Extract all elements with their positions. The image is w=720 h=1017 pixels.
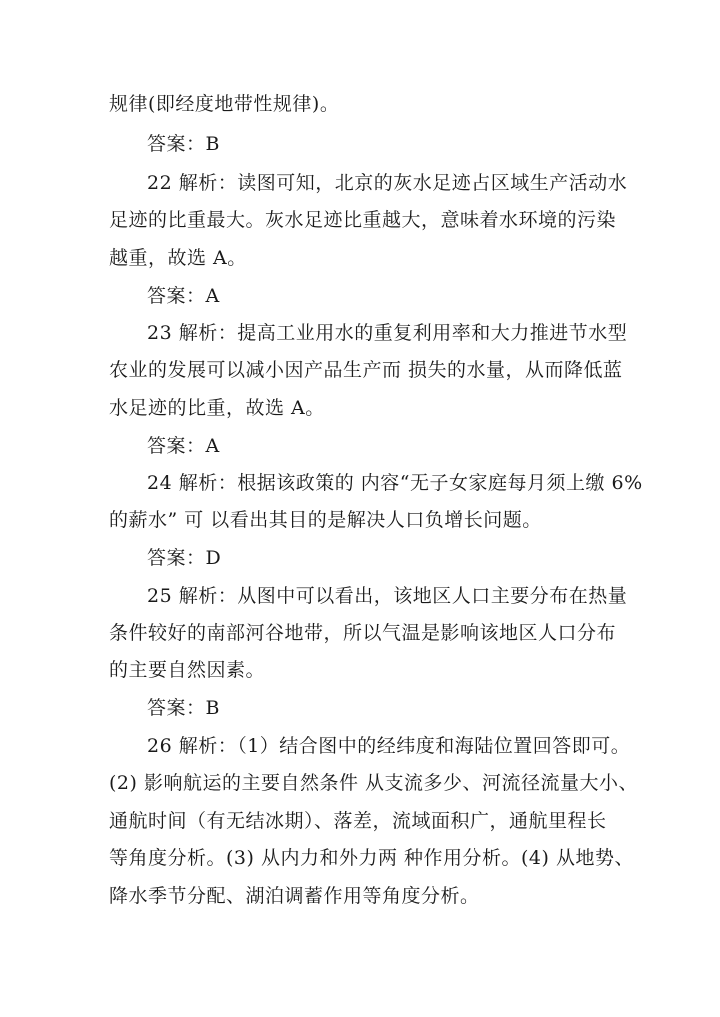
answer-line: 答案：A xyxy=(147,435,220,457)
text-line: 通航时间（有无结冰期）、落差，流域面积广，通航里程长 xyxy=(109,810,607,832)
analysis-line: 24 解析：根据该政策的 内容“无子女家庭每月须上缴 6% xyxy=(147,472,643,494)
text-line: 农业的发展可以减小因产品生产而 损失的水量，从而降低蓝 xyxy=(109,359,623,381)
analysis-line: 26 解析：（1）结合图中的经纬度和海陆位置回答即可。 xyxy=(147,735,631,757)
answer-line: 答案：A xyxy=(147,285,220,307)
analysis-line: 22 解析：读图可知，北京的灰水足迹占区域生产活动水 xyxy=(147,172,628,194)
answer-line: 答案：B xyxy=(147,697,220,719)
answer-line: 答案：B xyxy=(147,133,220,155)
text-line: 越重，故选 A。 xyxy=(109,247,247,269)
text-line: (2) 影响航运的主要自然条件 从支流多少、河流径流量大小、 xyxy=(109,772,638,794)
analysis-line: 25 解析：从图中可以看出，该地区人口主要分布在热量 xyxy=(147,585,628,607)
text-line: 等角度分析。(3) 从内力和外力两 种作用分析。(4) 从地势、 xyxy=(109,847,634,869)
analysis-line: 23 解析：提高工业用水的重复利用率和大力推进节水型 xyxy=(147,322,628,344)
text-line: 降水季节分配、湖泊调蓄作用等角度分析。 xyxy=(109,885,480,907)
text-line: 规律(即经度地带性规律)。 xyxy=(109,93,340,115)
text-line: 的主要自然因素。 xyxy=(109,659,266,681)
text-line: 条件较好的南部河谷地带，所以气温是影响该地区人口分布 xyxy=(109,622,617,644)
text-line: 的薪水” 可 以看出其目的是解决人口负增长问题。 xyxy=(109,509,542,531)
text-line: 水足迹的比重，故选 A。 xyxy=(109,397,325,419)
text-line: 足迹的比重最大。灰水足迹比重越大，意味着水环境的污染 xyxy=(109,209,617,231)
answer-line: 答案：D xyxy=(147,547,222,569)
